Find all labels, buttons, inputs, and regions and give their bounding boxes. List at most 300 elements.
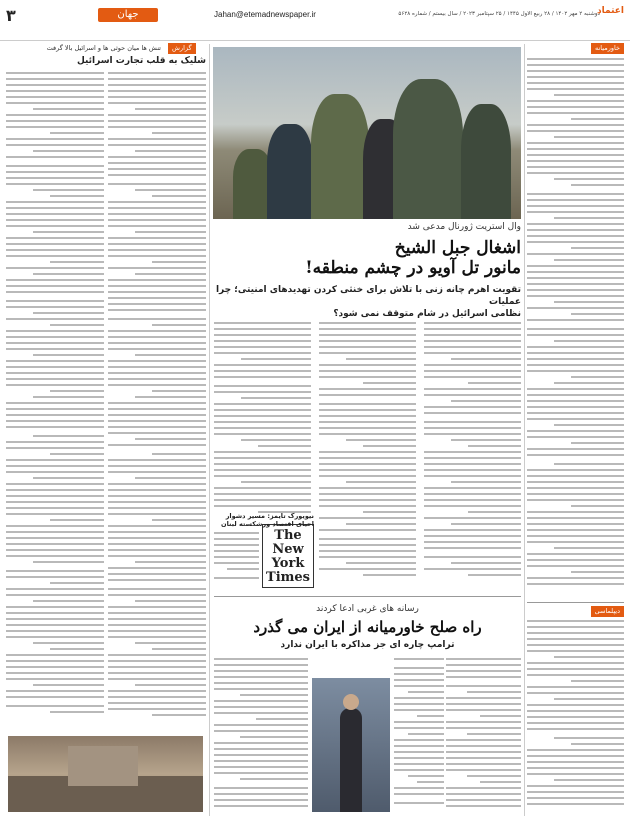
text-line <box>527 650 624 652</box>
text-line <box>527 364 624 366</box>
text-line <box>33 354 104 356</box>
text-line <box>363 574 416 576</box>
text-line <box>214 766 308 768</box>
text-line <box>446 805 521 807</box>
text-line <box>108 201 206 203</box>
text-line <box>6 630 104 632</box>
text-line <box>319 409 416 411</box>
text-line <box>214 664 308 666</box>
text-line <box>6 531 104 533</box>
text-line <box>108 78 206 80</box>
nyt-logo-line-2: New York <box>271 542 305 571</box>
text-line <box>527 370 624 372</box>
text-line <box>214 754 308 756</box>
text-line <box>417 781 445 783</box>
text-line <box>319 370 416 372</box>
text-line <box>571 376 624 378</box>
text-line <box>258 445 311 447</box>
text-line <box>527 469 624 471</box>
text-line <box>6 705 104 707</box>
text-line <box>6 606 104 608</box>
text-line <box>424 406 521 408</box>
text-line <box>214 730 308 732</box>
text-line <box>240 736 308 738</box>
page-header <box>0 0 630 41</box>
text-line <box>424 427 521 429</box>
text-line <box>33 189 104 191</box>
text-line <box>152 519 206 521</box>
text-line <box>319 328 416 330</box>
text-line <box>319 544 416 546</box>
second-story-headline: راه صلح خاورمیانه از ایران می گذرد <box>253 618 482 636</box>
text-line <box>135 642 206 644</box>
text-line <box>408 775 444 777</box>
text-line <box>33 600 104 602</box>
text-line <box>108 543 206 545</box>
text-line <box>554 217 624 219</box>
text-line <box>527 710 624 712</box>
text-line <box>108 156 206 158</box>
text-line <box>394 802 444 804</box>
text-line <box>6 555 104 557</box>
text-line <box>467 775 521 777</box>
text-line <box>214 706 308 708</box>
text-line <box>527 749 624 751</box>
text-line <box>152 324 206 326</box>
text-line <box>214 487 311 489</box>
nyt-logo-line-3: Times <box>266 570 310 585</box>
text-line <box>214 499 311 501</box>
text-line <box>6 255 104 257</box>
text-line <box>424 475 521 477</box>
text-line <box>214 760 308 762</box>
text-line <box>227 568 259 570</box>
text-line <box>214 346 311 348</box>
text-line <box>527 773 624 775</box>
text-line <box>319 475 416 477</box>
text-line <box>6 420 104 422</box>
text-line <box>108 384 206 386</box>
text-line <box>214 550 259 552</box>
text-line <box>451 562 521 564</box>
text-line <box>319 529 416 531</box>
text-line <box>108 168 206 170</box>
text-line <box>6 501 104 503</box>
text-line <box>6 378 104 380</box>
text-line <box>527 172 624 174</box>
text-line <box>6 348 104 350</box>
text-line <box>108 402 206 404</box>
text-line <box>446 703 521 705</box>
main-subhead-line-1: تقویت اهرم چانه زنی با تلاش برای خنثی کردن تهدیدهای امنیتی؛ چرا عملیات <box>215 285 521 307</box>
text-line <box>446 676 521 678</box>
text-line <box>6 426 104 428</box>
second-story-kicker: رسانه های غربی ادعا کردند <box>316 604 419 614</box>
text-line <box>50 132 104 134</box>
text-line <box>108 555 206 557</box>
text-line <box>6 156 104 158</box>
text-line <box>527 346 624 348</box>
text-line <box>214 421 311 423</box>
text-line <box>527 319 624 321</box>
text-line <box>6 465 104 467</box>
text-line <box>527 235 624 237</box>
text-line <box>135 684 206 686</box>
text-line <box>468 574 521 576</box>
text-line <box>108 84 206 86</box>
text-line <box>527 229 624 231</box>
text-line <box>554 737 624 739</box>
text-line <box>527 797 624 799</box>
text-line <box>50 582 104 584</box>
text-line <box>214 670 308 672</box>
text-line <box>108 465 206 467</box>
text-line <box>108 318 206 320</box>
text-line <box>424 541 521 543</box>
main-story-body-col-1 <box>424 322 521 590</box>
text-line <box>527 406 624 408</box>
divider <box>214 596 521 597</box>
left-story-kicker: تنش ها میان حوثی ها و اسرائیل بالا گرفت <box>46 44 161 52</box>
text-line <box>6 126 104 128</box>
text-line <box>527 755 624 757</box>
text-line <box>108 372 206 374</box>
text-line <box>527 283 624 285</box>
text-line <box>6 612 104 614</box>
text-line <box>214 334 311 336</box>
text-line <box>214 340 311 342</box>
text-line <box>527 142 624 144</box>
tag-middle-east: خاورمیانه <box>591 43 624 54</box>
text-line <box>135 438 206 440</box>
text-line <box>214 469 311 471</box>
text-line <box>50 453 104 455</box>
text-line <box>424 370 521 372</box>
text-line <box>527 487 624 489</box>
text-line <box>480 781 521 783</box>
text-line <box>108 606 206 608</box>
text-line <box>6 678 104 680</box>
text-line <box>319 550 416 552</box>
text-line <box>50 261 104 263</box>
text-line <box>527 412 624 414</box>
text-line <box>527 767 624 769</box>
text-line <box>424 340 521 342</box>
text-line <box>527 493 624 495</box>
text-line <box>527 289 624 291</box>
text-line <box>446 664 521 666</box>
text-line <box>6 588 104 590</box>
text-line <box>6 372 104 374</box>
text-line <box>451 358 521 360</box>
text-line <box>214 370 311 372</box>
text-line <box>571 313 624 315</box>
text-line <box>417 715 445 717</box>
text-line <box>527 100 624 102</box>
text-line <box>108 378 206 380</box>
text-line <box>424 388 521 390</box>
text-line <box>240 694 308 696</box>
text-line <box>527 265 624 267</box>
text-line <box>554 301 624 303</box>
text-line <box>527 358 624 360</box>
text-line <box>108 255 206 257</box>
section-label: جهان <box>98 8 158 22</box>
text-line <box>108 213 206 215</box>
text-line <box>446 769 521 771</box>
text-line <box>214 748 308 750</box>
text-line <box>319 538 416 540</box>
text-line <box>108 366 206 368</box>
text-line <box>214 544 259 546</box>
text-line <box>319 415 416 417</box>
text-line <box>451 481 521 483</box>
text-line <box>527 475 624 477</box>
text-line <box>108 297 206 299</box>
text-line <box>6 360 104 362</box>
text-line <box>394 745 444 747</box>
text-line <box>6 183 104 185</box>
text-line <box>319 556 416 558</box>
text-line <box>33 684 104 686</box>
text-line <box>6 408 104 410</box>
text-line <box>554 698 624 700</box>
text-line <box>6 576 104 578</box>
text-line <box>214 391 311 393</box>
text-line <box>527 662 624 664</box>
text-line <box>363 382 416 384</box>
text-line <box>451 439 521 441</box>
text-line <box>108 279 206 281</box>
text-line <box>394 721 444 723</box>
text-line <box>424 346 521 348</box>
text-line <box>319 403 416 405</box>
text-line <box>108 249 206 251</box>
text-line <box>108 291 206 293</box>
text-line <box>108 120 206 122</box>
text-line <box>527 559 624 561</box>
text-line <box>527 674 624 676</box>
text-line <box>527 352 624 354</box>
text-line <box>108 708 206 710</box>
text-line <box>554 382 624 384</box>
left-story-photo <box>8 736 203 812</box>
text-line <box>394 763 444 765</box>
text-line <box>527 253 624 255</box>
text-line <box>394 667 444 669</box>
text-line <box>108 126 206 128</box>
main-story-headline <box>214 238 521 278</box>
text-line <box>346 562 416 564</box>
text-line <box>424 394 521 396</box>
text-line <box>527 803 624 805</box>
text-line <box>108 471 206 473</box>
text-line <box>214 712 308 714</box>
text-line <box>446 658 521 660</box>
text-line <box>446 721 521 723</box>
text-line <box>50 390 104 392</box>
text-line <box>6 624 104 626</box>
text-line <box>214 577 259 579</box>
text-line <box>50 195 104 197</box>
text-line <box>424 568 521 570</box>
text-line <box>527 632 624 634</box>
text-line <box>394 658 444 660</box>
text-line <box>33 273 104 275</box>
text-line <box>446 799 521 801</box>
divider <box>527 602 624 603</box>
text-line <box>33 231 104 233</box>
text-line <box>214 475 311 477</box>
text-line <box>446 670 521 672</box>
text-line <box>108 420 206 422</box>
text-line <box>108 483 206 485</box>
text-line <box>467 733 521 735</box>
tag-report: گزارش <box>168 43 196 54</box>
text-line <box>108 579 206 581</box>
text-line <box>527 523 624 525</box>
text-line <box>6 213 104 215</box>
text-line <box>319 568 416 570</box>
text-line <box>554 178 624 180</box>
text-line <box>152 261 206 263</box>
text-line <box>527 211 624 213</box>
text-line <box>108 630 206 632</box>
text-line <box>108 624 206 626</box>
text-line <box>363 511 416 513</box>
nyt-byline: نیویورک تایمز: مسیر دشوار احیای اقتصاد ورشکسته لبنان <box>221 512 314 528</box>
text-line <box>424 547 521 549</box>
text-line <box>108 114 206 116</box>
text-line <box>108 573 206 575</box>
text-line <box>108 495 206 497</box>
text-line <box>6 513 104 515</box>
text-line <box>33 108 104 110</box>
text-line <box>6 171 104 173</box>
text-line <box>33 435 104 437</box>
text-line <box>527 541 624 543</box>
text-line <box>571 743 624 745</box>
text-line <box>527 199 624 201</box>
text-line <box>108 138 206 140</box>
text-line <box>424 463 521 465</box>
text-line <box>6 144 104 146</box>
text-line <box>527 388 624 390</box>
website-address[interactable]: Jahan@etemadnewspaper.ir <box>214 10 316 19</box>
text-line <box>346 481 416 483</box>
text-line <box>108 588 206 590</box>
text-line <box>214 433 311 435</box>
text-line <box>135 354 206 356</box>
text-line <box>214 505 311 507</box>
text-line <box>108 225 206 227</box>
text-line <box>554 340 624 342</box>
text-line <box>346 439 416 441</box>
text-line <box>319 451 416 453</box>
text-line <box>319 487 416 489</box>
text-line <box>394 757 444 759</box>
text-line <box>527 193 624 195</box>
text-line <box>108 360 206 362</box>
text-line <box>214 376 311 378</box>
text-line <box>108 696 206 698</box>
text-line <box>446 685 521 687</box>
text-line <box>527 454 624 456</box>
text-line <box>424 451 521 453</box>
nyt-logo-line-1: The <box>274 528 302 543</box>
text-line <box>135 108 206 110</box>
text-line <box>214 724 308 726</box>
text-line <box>319 322 416 324</box>
text-line <box>6 507 104 509</box>
text-line <box>6 660 104 662</box>
text-line <box>214 385 311 387</box>
text-line <box>446 757 521 759</box>
text-line <box>6 207 104 209</box>
text-line <box>394 679 444 681</box>
text-line <box>108 90 206 92</box>
text-line <box>424 487 521 489</box>
text-line <box>6 471 104 473</box>
text-line <box>6 219 104 221</box>
text-line <box>108 525 206 527</box>
text-line <box>108 219 206 221</box>
main-story-body-col-3 <box>214 322 311 520</box>
left-story-headline: شلیک به قلب تجارت اسرائیل <box>76 56 206 66</box>
text-line <box>214 799 308 801</box>
text-line <box>527 620 624 622</box>
text-line <box>108 513 206 515</box>
text-line <box>108 336 206 338</box>
text-line <box>424 322 521 324</box>
text-line <box>108 414 206 416</box>
text-line <box>241 358 311 360</box>
text-line <box>319 457 416 459</box>
text-line <box>424 421 521 423</box>
text-line <box>424 535 521 537</box>
text-line <box>108 207 206 209</box>
text-line <box>108 636 206 638</box>
text-line <box>6 489 104 491</box>
text-line <box>527 728 624 730</box>
text-line <box>214 427 311 429</box>
text-line <box>108 501 206 503</box>
text-line <box>527 517 624 519</box>
text-line <box>319 493 416 495</box>
text-line <box>6 666 104 668</box>
text-line <box>527 148 624 150</box>
text-line <box>527 130 624 132</box>
text-line <box>527 430 624 432</box>
text-line <box>108 183 206 185</box>
dateline: دوشنبه ۲ مهر ۱۴۰۲ / ۲۸ ربیع الاول ۱۴۴۵ / ۲۵ سپتامبر ۲۰۲۳ / سال بیستم / شماره ۵۶۲۸ <box>398 11 600 17</box>
text-line <box>108 342 206 344</box>
text-line <box>480 715 521 717</box>
text-line <box>527 791 624 793</box>
text-line <box>33 561 104 563</box>
text-line <box>6 120 104 122</box>
text-line <box>424 529 521 531</box>
text-line <box>527 124 624 126</box>
right-column-body-text <box>527 58 624 598</box>
text-line <box>394 793 444 795</box>
text-line <box>108 537 206 539</box>
text-line <box>319 469 416 471</box>
text-line <box>424 499 521 501</box>
text-line <box>554 424 624 426</box>
text-line <box>108 678 206 680</box>
text-line <box>319 394 416 396</box>
